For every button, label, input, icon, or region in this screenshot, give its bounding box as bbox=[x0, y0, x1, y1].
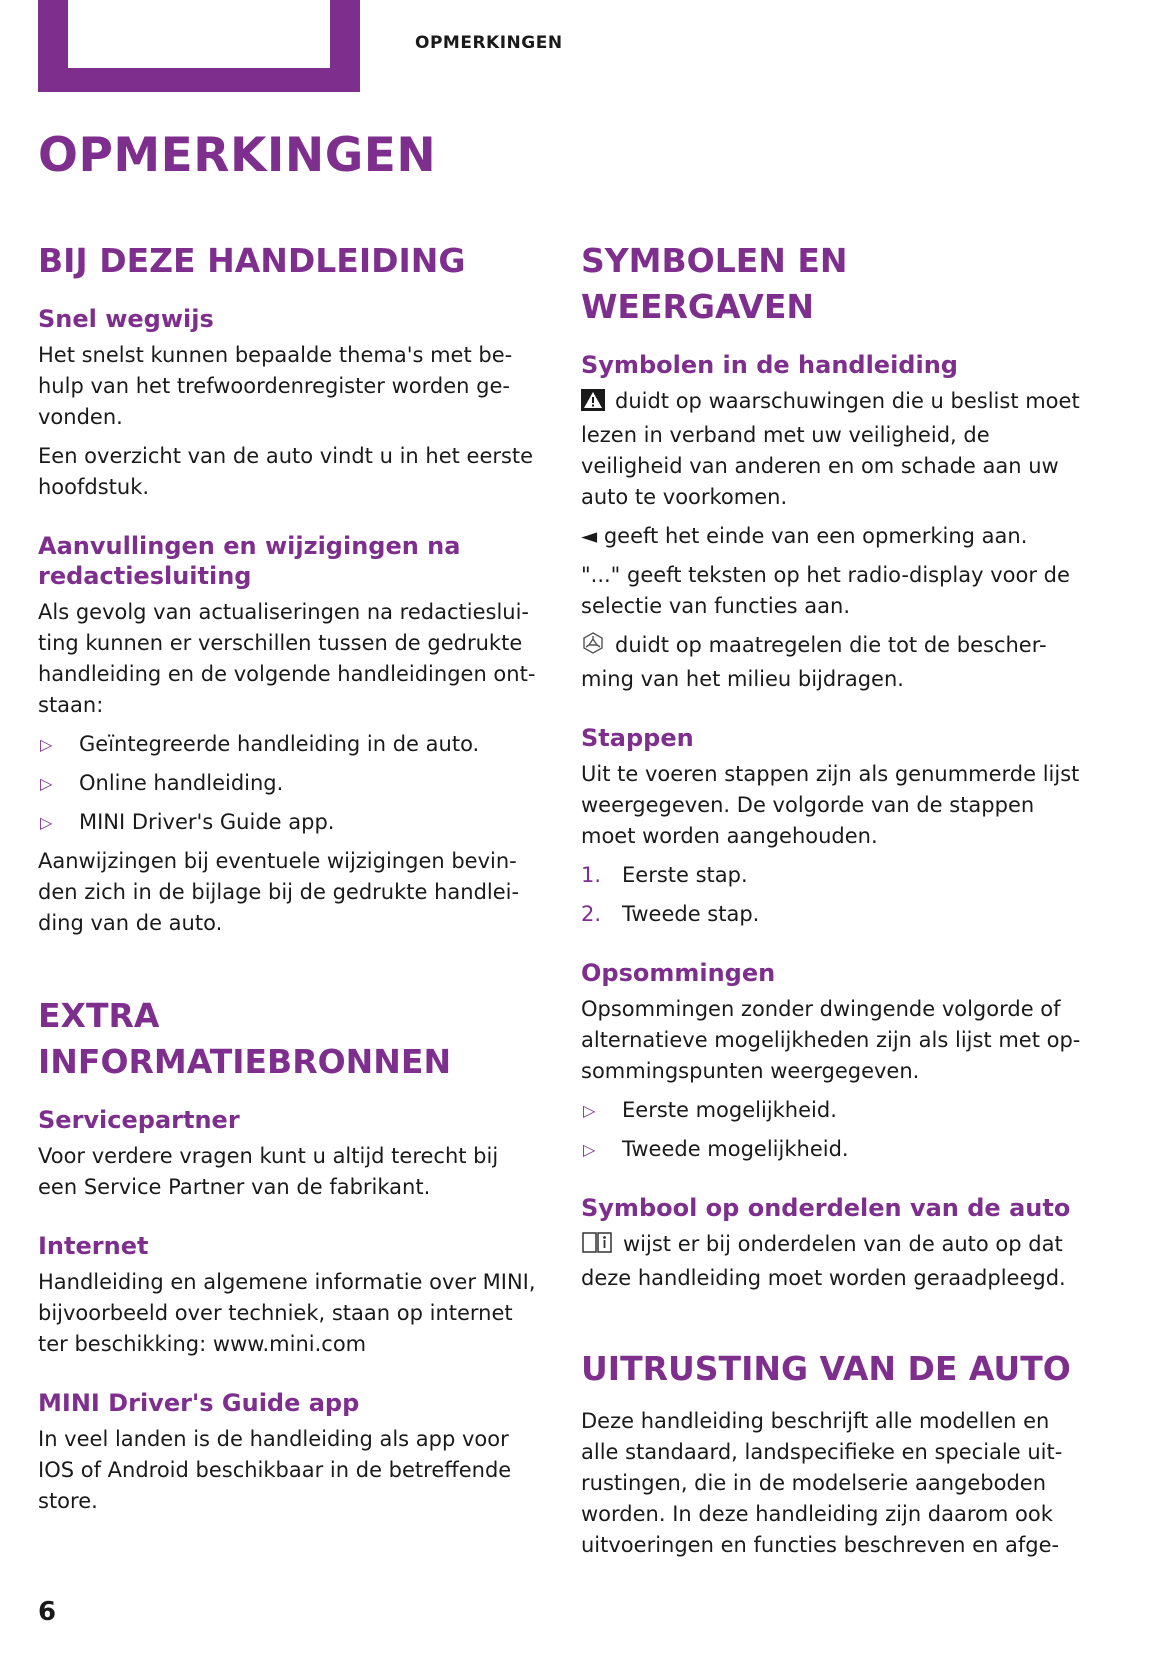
section-heading: BIJ DEZE HANDLEIDING bbox=[38, 241, 466, 280]
paragraph: Als gevolg van actualiseringen na redactieslui- ting kunnen er verschillen tussen de gedrukte handleiding en de volgende handleidingen ont- staan: bbox=[38, 600, 536, 717]
subheading: Aanvullingen en wijzigingen na redactiesluiting bbox=[38, 532, 461, 590]
left-column bbox=[38, 238, 548, 1517]
section-heading: SYMBOLEN EN WEERGAVEN bbox=[581, 241, 848, 326]
subheading: MINI Driver's Guide app bbox=[38, 1389, 360, 1417]
paragraph: Voor verdere vragen kunt u altijd terecht bij een Service Partner van de fabrikant. bbox=[38, 1144, 499, 1199]
end-marker-icon: ◄ bbox=[581, 524, 598, 548]
bullet-icon: ▷ bbox=[40, 813, 53, 832]
right-column bbox=[581, 238, 1091, 1561]
section-heading: EXTRA INFORMATIEBRONNEN bbox=[38, 996, 452, 1081]
paragraph: Opsommingen zonder dwingende volgorde of alternatieve mogelijkheden zijn als lijst met op- sommingspunten weergegeven. bbox=[581, 997, 1081, 1083]
bullet-list bbox=[581, 1095, 1091, 1165]
paragraph: Een overzicht van de auto vindt u in het eerste hoofdstuk. bbox=[38, 444, 534, 499]
list-item: ▷ Geïntegreerde handleiding in de auto. bbox=[38, 729, 548, 760]
list-item: 2. Tweede stap. bbox=[581, 902, 760, 926]
paragraph: Handleiding en algemene informatie over MINI, bijvoorbeeld over techniek, staan op internet ter beschikking: www.mini.com bbox=[38, 1270, 536, 1356]
subheading: Symbool op onderdelen van de auto bbox=[581, 1194, 1071, 1222]
paragraph: Aanwijzingen bij eventuele wijzigingen bevin- den zich in de bijlage bij de gedrukte handlei- ding van de auto. bbox=[38, 849, 520, 935]
subheading: Symbolen in de handleiding bbox=[581, 351, 958, 379]
bullet-icon: ▷ bbox=[40, 735, 53, 754]
bullet-list bbox=[38, 729, 548, 838]
list-item: ▷ Tweede mogelijkheid. bbox=[581, 1134, 1091, 1165]
bullet-icon: ▷ bbox=[583, 1101, 596, 1120]
list-item: 1. Eerste stap. bbox=[581, 863, 748, 887]
paragraph: ◄ geeft het einde van een opmerking aan. bbox=[581, 524, 1028, 548]
running-head: OPMERKINGEN bbox=[415, 33, 563, 53]
environment-icon bbox=[581, 631, 605, 664]
section-heading: UITRUSTING VAN DE AUTO bbox=[581, 1349, 1071, 1388]
paragraph: Deze handleiding beschrijft alle modellen en alle standaard, landspecifieke en speciale uit- rustingen, die in de modelserie aangeboden worden. In deze handleiding zijn daarom ook uitvoeringen en functies beschreven en afge- bbox=[581, 1409, 1063, 1557]
paragraph: Uit te voeren stappen zijn als genummerde lijst weergegeven. De volgorde van de stappen moet worden aangehouden. bbox=[581, 762, 1080, 848]
subheading: Servicepartner bbox=[38, 1106, 240, 1134]
subheading: Snel wegwijs bbox=[38, 305, 214, 333]
list-item: ▷ MINI Driver's Guide app. bbox=[38, 807, 548, 838]
bullet-icon: ▷ bbox=[40, 774, 53, 793]
list-item: ▷ Online handleiding. bbox=[38, 768, 548, 799]
paragraph: duidt op maatregelen die tot de bescher- ming van het milieu bijdragen. bbox=[581, 633, 1047, 691]
manual-book-icon bbox=[581, 1230, 613, 1263]
numbered-list bbox=[581, 860, 1091, 930]
page-number: 6 bbox=[38, 1597, 57, 1627]
paragraph: wijst er bij onderdelen van de auto op dat deze handleiding moet worden geraadpleegd. bbox=[581, 1232, 1066, 1290]
subheading: Internet bbox=[38, 1232, 149, 1260]
paragraph: "..." geeft teksten op het radio-display voor de selectie van functies aan. bbox=[581, 563, 1070, 618]
subheading: Stappen bbox=[581, 724, 694, 752]
paragraph: In veel landen is de handleiding als app voor IOS of Android beschikbaar in de betreffende store. bbox=[38, 1427, 512, 1513]
page-title: OPMERKINGEN bbox=[38, 128, 437, 183]
warning-icon bbox=[581, 389, 605, 420]
subheading: Opsommingen bbox=[581, 959, 776, 987]
list-item: ▷ Eerste mogelijkheid. bbox=[581, 1095, 1091, 1126]
paragraph: duidt op waarschuwingen die u beslist moet lezen in verband met uw veiligheid, de veiligheid van anderen en om schade aan uw auto te voorkomen. bbox=[581, 389, 1080, 509]
paragraph: Het snelst kunnen bepaalde thema's met be- hulp van het trefwoordenregister worden ge- vonden. bbox=[38, 343, 513, 429]
bullet-icon: ▷ bbox=[583, 1140, 596, 1159]
header-tab bbox=[38, 0, 360, 92]
